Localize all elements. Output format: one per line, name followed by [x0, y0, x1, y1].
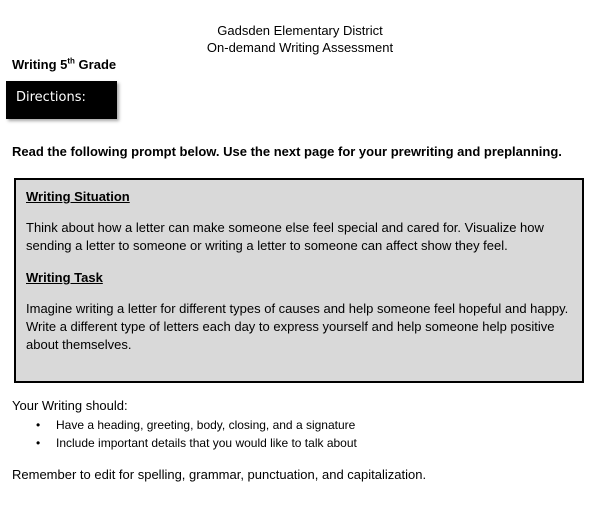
grade-heading — [12, 57, 116, 72]
directions-label-box — [6, 81, 117, 119]
bullet-icon: • — [36, 418, 41, 432]
grade-prefix: Writing 5 — [12, 57, 68, 72]
grade-ordinal-suffix: th — [67, 56, 75, 66]
editing-reminder: Remember to edit for spelling, grammar, punctuation, and capitalization. — [12, 467, 427, 482]
grade-rest: Grade — [74, 57, 117, 72]
document-header — [0, 22, 600, 56]
prompt-instruction: Read the following prompt below. Use the next page for your prewriting and preplanning. — [12, 144, 562, 159]
requirements-intro: Your Writing should: — [12, 398, 128, 413]
directions-label: Directions: — [16, 90, 86, 105]
requirements-list — [36, 416, 357, 452]
district-name: Gadsden Elementary District — [217, 23, 383, 38]
list-item-text: Have a heading, greeting, body, closing, and a signature — [56, 418, 356, 432]
prompt-box — [14, 178, 584, 383]
writing-situation-title: Writing Situation — [26, 189, 130, 204]
writing-task-title: Writing Task — [26, 270, 103, 285]
writing-situation-text: Think about how a letter can make someone else feel special and cared for. Visualize how sending a letter to someone or writing a letter to someone can affect show they feel. — [26, 220, 544, 253]
list-item — [36, 434, 357, 452]
writing-task-text: Imagine writing a letter for different types of causes and help someone feel hopeful and happy. Write a different type of letters each day to express yourself and help someone help positive about themselves. — [26, 301, 569, 352]
assessment-title: On-demand Writing Assessment — [206, 40, 394, 55]
bullet-icon: • — [36, 436, 41, 450]
list-item — [36, 416, 357, 434]
list-item-text: Include important details that you would like to talk about — [56, 436, 357, 450]
